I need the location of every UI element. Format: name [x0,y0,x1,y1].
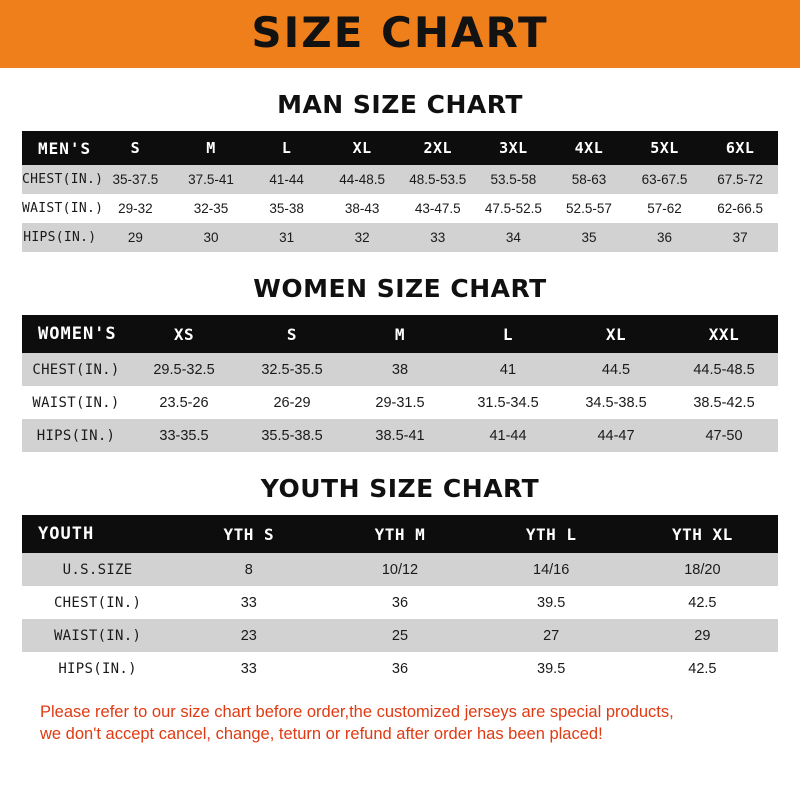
row-label: CHEST(IN.) [32,361,120,378]
header-cell-xxl: XXL [708,324,740,344]
cell: 37 [732,230,748,245]
men-size-table [22,131,778,252]
cell: 67.5-72 [717,172,764,187]
table-row [22,652,778,685]
cell: 48.5-53.5 [409,172,467,187]
cell: 38.5-42.5 [693,394,755,411]
table-row [22,553,778,586]
cell: 38 [391,361,409,378]
cell: 25 [391,627,409,644]
header-cell-label: WOMEN'S [38,324,117,344]
cell: 29-31.5 [375,394,425,411]
header-cell-xs: XS [173,324,195,344]
table-row [22,194,778,223]
cell: 33-35.5 [159,427,209,444]
cell: 18/20 [684,561,721,578]
cell: 36 [391,660,409,677]
chart-content [0,90,800,746]
header-cell-3xl: 3XL [499,139,528,157]
cell: 42.5 [688,594,717,611]
cell: 37.5-41 [188,172,234,187]
cell: 41 [499,361,517,378]
cell: 35.5-38.5 [261,427,323,444]
cell: 29 [127,230,143,245]
cell: 38-43 [344,201,380,216]
cell: 35-38 [269,201,304,216]
section-title-men: MAN SIZE CHART [277,90,523,119]
header-cell-m: M [394,324,406,344]
row-label: HIPS(IN.) [36,427,116,444]
header-cell-6xl: 6XL [725,139,755,157]
cell: 39.5 [537,594,566,611]
cell: 47.5-52.5 [484,201,542,216]
header-cell-5xl: 5XL [650,139,679,157]
cell: 14/16 [533,561,570,578]
cell: 58-63 [571,172,607,187]
cell: 30 [203,230,219,245]
cell: 41-44 [489,427,527,444]
cell: 62-66.5 [717,201,764,216]
cell: 63-67.5 [641,172,688,187]
header-cell-label: YOUTH [38,524,95,544]
row-label: U.S.SIZE [62,561,133,578]
cell: 39.5 [537,660,566,677]
cell: 29.5-32.5 [153,361,215,378]
header-cell-2xl: 2XL [423,139,453,157]
cell: 36 [657,230,673,245]
cell: 52.5-57 [566,201,612,216]
cell: 36 [391,594,409,611]
cell: 33 [240,594,257,611]
header-cell-4xl: 4XL [574,139,604,157]
row-label: WAIST(IN.) [53,627,142,644]
table-row [22,619,778,652]
cell: 33 [240,660,257,677]
cell: 31.5-34.5 [477,394,539,411]
youth-size-table [22,515,778,685]
table-row [22,386,778,419]
section-title-women: WOMEN SIZE CHART [253,274,547,303]
header-cell-l: L [281,139,292,157]
header-cell-m: M [206,139,216,157]
cell: 35 [581,230,597,245]
cell: 44.5 [601,361,631,378]
cell: 34.5-38.5 [585,394,647,411]
row-label: CHEST(IN.) [53,594,142,611]
header-cell-s: S [286,324,298,344]
header-cell-yth-s: YTH S [223,524,275,544]
cell: 57-62 [647,201,682,216]
section-title-youth: YOUTH SIZE CHART [260,474,540,503]
row-label: HIPS(IN.) [23,230,97,245]
cell: 44-47 [597,427,635,444]
table-row [22,223,778,252]
order-policy-note [40,701,760,746]
note-line-2: we don't accept cancel, change, teturn or refund after order has been placed! [40,725,603,744]
header-cell-s: S [130,139,141,157]
table-header-row [22,315,778,353]
table-header-row [22,131,778,165]
table-row [22,586,778,619]
cell: 29 [694,627,711,644]
cell: 43-47.5 [414,201,461,216]
cell: 31 [279,230,295,245]
header-cell-label: MEN'S [38,138,92,158]
page-banner [0,0,800,68]
header-cell-yth-l: YTH L [525,524,577,544]
cell: 42.5 [688,660,717,677]
cell: 32-35 [193,201,229,216]
table-row [22,419,778,452]
cell: 10/12 [381,561,419,578]
cell: 32.5-35.5 [261,361,323,378]
cell: 38.5-41 [375,427,425,444]
cell: 26-29 [273,394,311,411]
row-label: CHEST(IN.) [22,172,104,187]
cell: 35-37.5 [112,172,159,187]
header-cell-xl: XL [352,139,372,157]
page-title: SIZE CHART [251,8,549,57]
cell: 47-50 [705,427,743,444]
table-header-row [22,515,778,553]
cell: 44-48.5 [339,172,386,187]
cell: 41-44 [269,172,304,187]
table-row [22,165,778,194]
row-label: HIPS(IN.) [58,660,137,677]
header-cell-yth-xl: YTH XL [671,524,733,544]
row-label: WAIST(IN.) [22,201,104,216]
note-line-1: Please refer to our size chart before order,the customized jerseys are special products, [40,703,674,721]
cell: 8 [244,561,253,578]
cell: 23.5-26 [159,394,209,411]
cell: 53.5-58 [490,172,537,187]
women-size-table [22,315,778,452]
cell: 27 [543,627,560,644]
header-cell-l: L [502,324,514,344]
table-row [22,353,778,386]
cell: 23 [240,627,257,644]
cell: 29-32 [118,201,153,216]
cell: 44.5-48.5 [693,361,755,378]
header-cell-xl: XL [605,324,627,344]
cell: 34 [505,230,521,245]
cell: 32 [354,230,370,245]
cell: 33 [430,230,446,245]
row-label: WAIST(IN.) [32,394,120,411]
header-cell-yth-m: YTH M [374,524,426,544]
